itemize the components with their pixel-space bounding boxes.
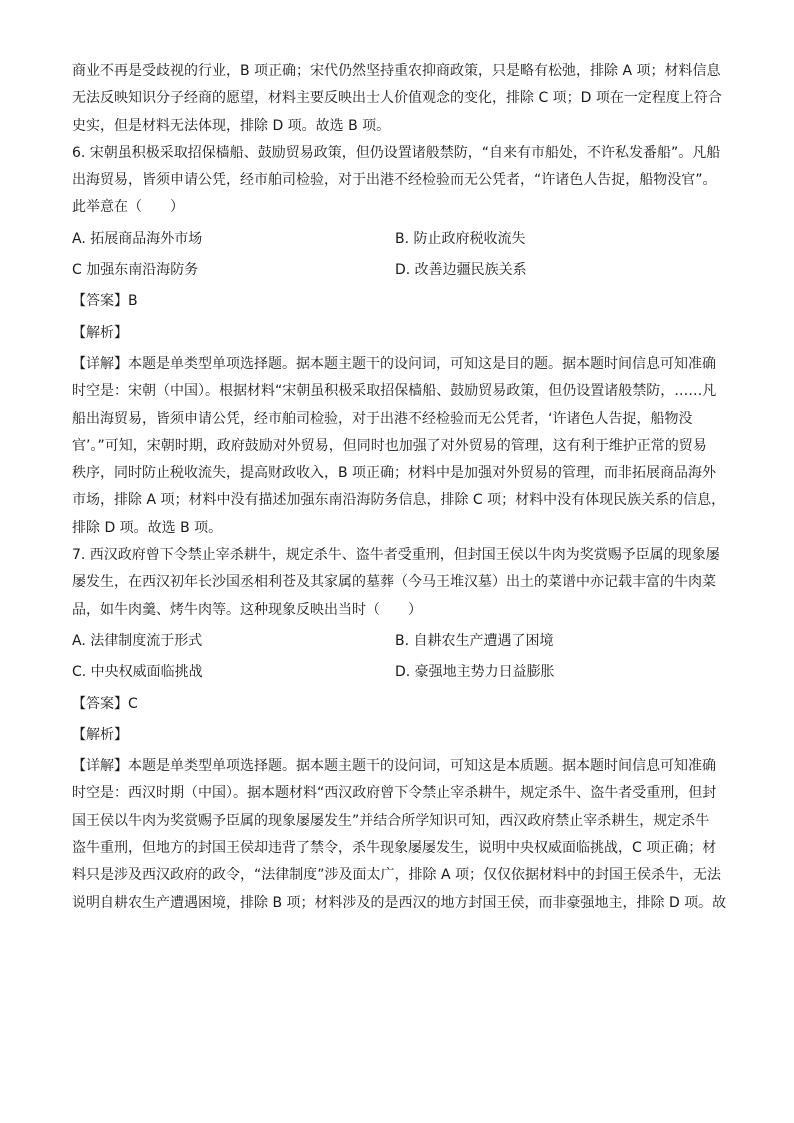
text-line: 排除 D 项。故选 B 项。 [72,519,223,536]
text-line: 船出海贸易，皆须申请公凭，经市舶司检验，对于出港不经检验而无公凭者，‘许诸色人告捉，船物没 [72,410,693,427]
question-stem-line: 6. 宋朝虽积极采取招保樯船、鼓励贸易政策，但仍设置诸般禁防，“自来有市船处，不许私发番船”。凡船 [72,144,721,161]
text-line: 料只是涉及西汉政府的政令，“法律制度”涉及面太广，排除 A 项；仅仅依据材料中的封国王侯杀牛，无法 [72,867,721,884]
carryover-explanation [72,58,732,140]
text-line: 时空是：西汉时期（中国）。据本题材料“西汉政府曾下令禁止宰杀耕牛，规定杀牛、盗牛者受重刑，但封 [72,785,717,802]
option-c: C. 中央权威面临挑战 [72,664,203,681]
text-line: 时空是：宋朝（中国）。根据材料“宋朝虽积极采取招保樯船、鼓励贸易政策，但仍设置诸般禁防，……凡 [72,383,717,400]
question-stem-line: 品，如牛肉羹、烤牛肉等。这种现象反映出当时（ ） [72,601,422,618]
document-page [72,58,732,917]
options-row [72,257,732,284]
question-stem-line: 出海贸易，皆须申请公凭，经市舶司检验，对于出港不经检验而无公凭者，“许诸色人告捉，船物没官”。 [72,172,717,189]
text-line: 市场，排除 A 项；材料中没有描述加强东南沿海防务信息，排除 C 项；材料中没有体现民族关系的信息， [72,492,726,509]
option-a: A. 法律制度流于形式 [72,632,203,649]
text-line: 【详解】本题是单类型单项选择题。据本题主题干的设问词，可知这是目的题。据本题时间信息可知准确 [72,355,716,372]
options-row [72,628,732,655]
question-stem-line: 7. 西汉政府曾下令禁止宰杀耕牛，规定杀牛、盗牛者受重刑，但封国王侯以牛肉为奖赏赐予臣属的现象屡 [72,547,720,564]
option-d: D. 豪强地主势力日益膨胀 [395,664,555,681]
question-stem-line: 此举意在（ ） [72,199,184,216]
analysis-label: 【解析】 [72,324,128,341]
text-line: 史实，但是材料无法体现，排除 D 项。故选 B 项。 [72,117,391,134]
text-line: 官’。”可知，宋朝时期，政府鼓励对外贸易，但同时也加强了对外贸易的管理，这有利于维护正常的贸易 [72,437,707,454]
question-stem-line: 屡发生，在西汉初年长沙国丞相利苍及其家属的墓葬（今马王堆汉墓）出土的菜谱中亦记载丰富的牛肉菜 [72,574,716,591]
option-d: D. 改善边疆民族关系 [395,262,527,279]
text-line: 秩序，同时防止税收流失，提高财政收入，B 项正确；材料中是加强对外贸易的管理，而非拓展商品海外 [72,465,717,482]
text-line: 盗牛重刑，但地方的封国王侯却违背了禁令，杀牛现象屡屡发生，说明中央权威面临挑战，C 项正确；材 [72,840,717,857]
options-row [72,659,732,686]
question-6 [72,140,732,542]
analysis-detail [72,753,732,917]
option-a: A. 拓展商品海外市场 [72,230,203,247]
answer: 【答案】C [72,695,138,712]
text-line: 说明自耕农生产遭遇困境，排除 B 项；材料涉及的是西汉的地方封国王侯，而非豪强地主，排除 D 项。故 [72,894,727,911]
option-c: C 加强东南沿海防务 [72,262,199,279]
question-7 [72,542,732,917]
options-row [72,226,732,253]
text-line: 国王侯以牛肉为奖赏赐予臣属的现象屡屡发生”并结合所学知识可知，西汉政府禁止宰杀耕生，规定杀牛 [72,812,710,829]
text-line: 无法反映知识分子经商的愿望，材料主要反映出士人价值观念的变化，排除 C 项；D 项在一定程度上符合 [72,90,722,107]
option-b: B. 防止政府税收流失 [395,230,526,247]
analysis-label: 【解析】 [72,726,128,743]
option-b: B. 自耕农生产遭遇了困境 [395,632,554,649]
answer: 【答案】B [72,293,138,310]
text-line: 商业不再是受歧视的行业，B 项正确；宋代仍然坚持重农抑商政策，只是略有松弛，排除 A 项；材料信息 [72,63,721,79]
text-line: 【详解】本题是单类型单项选择题。据本题主题干的设问词，可知这是本质题。据本题时间信息可知准确 [72,758,716,775]
analysis-detail [72,351,732,542]
